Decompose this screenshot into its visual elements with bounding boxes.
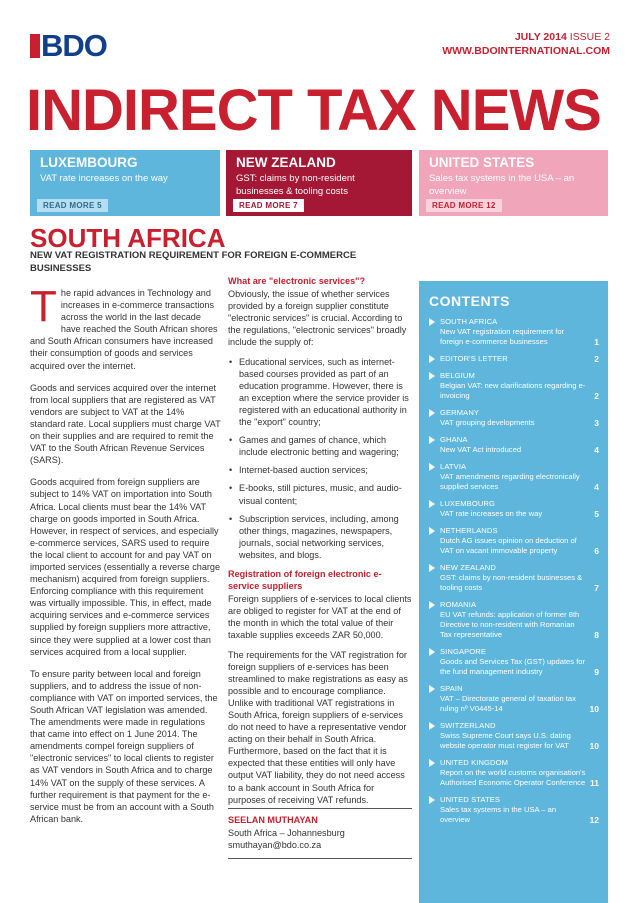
paragraph: Obviously, the issue of whether services provided by a foreign supplier constitute "electronic services" is crucial. According to the regulations, "electronic services" broadly include the supply of:: [228, 289, 407, 348]
contents-country: NETHERLANDS: [440, 526, 498, 535]
paragraph: The rapid advances in Technology and increases in e-commerce transactions across the world in the last decade have reached the South African shores and South African consumers have increased their consumption of goods and services acquired over the internet.: [30, 282, 218, 371]
contents-item[interactable]: [429, 526, 600, 556]
contents-item[interactable]: [429, 684, 600, 714]
paragraph: Goods acquired from foreign suppliers are subject to 14% VAT on importation into South Africa. Local clients must bear the 14% VAT charge on goods imported in South Africa. However, in respect of services, and especially e-commerce services, SARS used to require the local client to account for and pay VAT on imported services (essentially a reverse charge mechanism) acquired from foreign suppliers. Enforcing compliance with this requirement was virtually impossible. This, in effect, made acquiring services and e-commerce services supplied by foreign suppliers more attractive, since they were supplied at a lower cost than services acquired from a local supplier.: [30, 477, 221, 657]
author-location: South Africa – Johannesburg: [228, 827, 345, 838]
contents-country: SOUTH AFRICA: [440, 317, 498, 326]
logo-bar: [30, 34, 40, 58]
contents-title: CONTENTS: [429, 293, 510, 309]
contents-page-number: 10: [589, 741, 599, 751]
contents-item[interactable]: [429, 354, 600, 364]
contents-item[interactable]: [429, 408, 600, 428]
contents-country: BELGIUM: [440, 371, 475, 380]
arrow-right-icon: [429, 601, 435, 609]
contents-page-number: 10: [589, 704, 599, 714]
bullet-list: [228, 356, 412, 561]
contents-item[interactable]: [429, 317, 600, 347]
arrow-right-icon: [429, 564, 435, 572]
read-more-button[interactable]: READ MORE 7: [233, 199, 304, 212]
contents-country: SPAIN: [440, 684, 463, 693]
arrow-right-icon: [429, 796, 435, 804]
contents-desc: VAT grouping developments: [440, 418, 535, 427]
paragraph: The requirements for the VAT registration for foreign suppliers of e-services has been streamlined to make registrations as easy as possible and to encourage compliance. Unlike with traditional VAT registrations in South Africa, foreign suppliers of e-services do not need to have a representative vendor acting on their behalf in South Africa. Furthermore, based on the fact that it is expected that these entities will only have output VAT liability, they do not need access to a bank account in South Africa for purposes of receiving VAT refunds.: [228, 649, 408, 805]
contents-country: LATVIA: [440, 462, 467, 471]
contents-country: NEW ZEALAND: [440, 563, 496, 572]
arrow-right-icon: [429, 355, 435, 363]
contents-page-number: 7: [594, 583, 599, 593]
section-heading: Registration of foreign electronic e-service suppliers: [228, 568, 382, 592]
contents-page-number: 6: [594, 546, 599, 556]
paragraph: Goods and services acquired over the internet from local suppliers that are registered as VAT vendors are subject to VAT at the 14% standard rate. Local suppliers must charge VAT on their supplies and are required to remit the VAT to the South African Revenue Services (SARS).: [30, 382, 221, 466]
contents-country: LUXEMBOURG: [440, 499, 496, 508]
contents-desc: GST: claims by non-resident businesses & tooling costs: [440, 573, 583, 592]
contents-page-number: 4: [594, 445, 599, 455]
contents-desc: Dutch AG issues opinion on deduction of VAT on vacant immovable property: [440, 536, 577, 555]
logo-text: BDO: [41, 28, 107, 63]
masthead-title: INDIRECT TAX NEWS: [26, 78, 601, 143]
contents-item[interactable]: [429, 647, 600, 677]
issue-date: JULY 2014: [514, 31, 567, 43]
arrow-right-icon: [429, 648, 435, 656]
contents-country: GERMANY: [440, 408, 480, 417]
author-box: [228, 808, 412, 859]
tile-title: LUXEMBOURG: [40, 155, 138, 170]
article-subtitle: NEW VAT REGISTRATION REQUIREMENT FOR FOREIGN E-COMMERCE BUSINESSES: [30, 250, 357, 274]
list-item: • Games and games of chance, which include electronic betting and wagering;: [228, 434, 412, 458]
tile-desc: GST: claims by non-resident businesses & tooling costs: [236, 173, 355, 197]
author-name: SEELAN MUTHAYAN: [228, 815, 318, 825]
contents-country: EDITOR'S LETTER: [440, 354, 508, 363]
contents-page-number: 2: [594, 391, 599, 401]
contents-item[interactable]: [429, 371, 600, 401]
contents-page-number: 12: [589, 815, 599, 825]
article-column-1: [30, 282, 221, 835]
contents-desc: Belgian VAT: new clarifications regarding e-invoicing: [440, 381, 586, 400]
contents-country: SWITZERLAND: [440, 721, 496, 730]
contents-country: UNITED STATES: [440, 795, 501, 804]
contents-desc: VAT – Directorate general of taxation tax ruling nº V0445-14: [440, 694, 576, 713]
bdo-logo: [30, 30, 116, 62]
paragraph: Foreign suppliers of e-services to local clients are obliged to register for VAT at the end of the month in which the total value of their taxable supplies exceeds ZAR 50,000.: [228, 594, 412, 641]
contents-country: SINGAPORE: [440, 647, 487, 656]
tile-desc: Sales tax systems in the USA – an overview: [429, 173, 575, 197]
contents-item[interactable]: [429, 462, 600, 492]
contents-page-number: 4: [594, 482, 599, 492]
contents-list: [429, 317, 600, 825]
contents-item[interactable]: [429, 795, 600, 825]
contents-item[interactable]: [429, 600, 600, 640]
contents-item[interactable]: [429, 435, 600, 455]
tile-desc: VAT rate increases on the way: [40, 173, 168, 184]
contents-desc: Goods and Services Tax (GST) updates for the fund management industry: [440, 657, 586, 676]
contents-country: ROMANIA: [440, 600, 477, 609]
arrow-right-icon: [429, 527, 435, 535]
contents-panel: [419, 281, 608, 903]
contents-page-number: 3: [594, 418, 599, 428]
contents-desc: VAT amendments regarding electronically supplied services: [440, 472, 580, 491]
contents-desc: Report on the world customs organisation's Authorised Economic Operator Conference: [440, 768, 586, 787]
tile-new-zealand[interactable]: [226, 150, 412, 216]
contents-page-number: 1: [594, 337, 599, 347]
tile-title: UNITED STATES: [429, 155, 535, 170]
read-more-button[interactable]: READ MORE 12: [426, 199, 502, 212]
tile-title: NEW ZEALAND: [236, 155, 336, 170]
list-item: • Subscription services, including, among other things, magazines, newspapers, journals, social networking services, websites, and blogs.: [228, 513, 412, 561]
contents-item[interactable]: [429, 563, 600, 593]
contents-page-number: 11: [590, 778, 599, 788]
arrow-right-icon: [429, 372, 435, 380]
author-email[interactable]: smuthayan@bdo.co.za: [228, 840, 322, 850]
arrow-right-icon: [429, 722, 435, 730]
tile-luxembourg[interactable]: [30, 150, 220, 216]
issue-info: [442, 30, 610, 58]
contents-page-number: 9: [594, 667, 599, 677]
contents-page-number: 5: [594, 509, 599, 519]
list-item: • Educational services, such as internet-based courses provided as part of an education programme. However, there is an exception where the service provider is registered with an educational authority in the "export" country;: [228, 356, 412, 429]
arrow-right-icon: [429, 409, 435, 417]
arrow-right-icon: [429, 500, 435, 508]
list-item: • Internet-based auction services;: [228, 464, 412, 476]
arrow-right-icon: [429, 759, 435, 767]
tile-united-states[interactable]: [419, 150, 608, 216]
website-link[interactable]: WWW.BDOINTERNATIONAL.COM: [442, 45, 610, 57]
arrow-right-icon: [429, 463, 435, 471]
contents-desc: New VAT registration requirement for foreign e-commerce businesses: [440, 327, 565, 346]
list-item: • E-books, still pictures, music, and audio-visual content;: [228, 482, 412, 506]
arrow-right-icon: [429, 436, 435, 444]
contents-item[interactable]: [429, 758, 600, 788]
contents-item[interactable]: [429, 499, 600, 519]
issue-number: ISSUE 2: [569, 31, 610, 43]
contents-desc: New VAT Act introduced: [440, 445, 522, 454]
section-heading: What are "electronic services"?: [228, 276, 366, 286]
read-more-button[interactable]: READ MORE 5: [37, 199, 108, 212]
drop-cap: T: [30, 282, 57, 331]
contents-desc: EU VAT refunds: application of former 8th Directive to non-resident with Romanian Tax representative: [440, 610, 580, 639]
arrow-right-icon: [429, 318, 435, 326]
contents-page-number: 2: [594, 354, 599, 364]
article-country: SOUTH AFRICA: [30, 223, 226, 253]
paragraph: To ensure parity between local and foreign suppliers, and to address the issue of non-compliance with VAT on imported services, the South African VAT legislation was amended. The amendments were made in regulations that came into effect on 1 June 2014. The amendments compel foreign suppliers of "electronic services" to local clients to register as VAT vendors in South Africa and to charge 14% VAT on the supply of these services. A further requirement is that payment for the e-service must be from an account with a South African bank.: [30, 668, 218, 824]
contents-country: GHANA: [440, 435, 468, 444]
contents-desc: Swiss Supreme Court says U.S. dating website operator must register for VAT: [440, 731, 571, 750]
contents-item[interactable]: [429, 721, 600, 751]
contents-desc: VAT rate increases on the way: [440, 509, 543, 518]
contents-country: UNITED KINGDOM: [440, 758, 509, 767]
contents-page-number: 8: [594, 630, 599, 640]
arrow-right-icon: [429, 685, 435, 693]
contents-desc: Sales tax systems in the USA – an overview: [440, 805, 557, 824]
article-column-2: [228, 275, 412, 813]
